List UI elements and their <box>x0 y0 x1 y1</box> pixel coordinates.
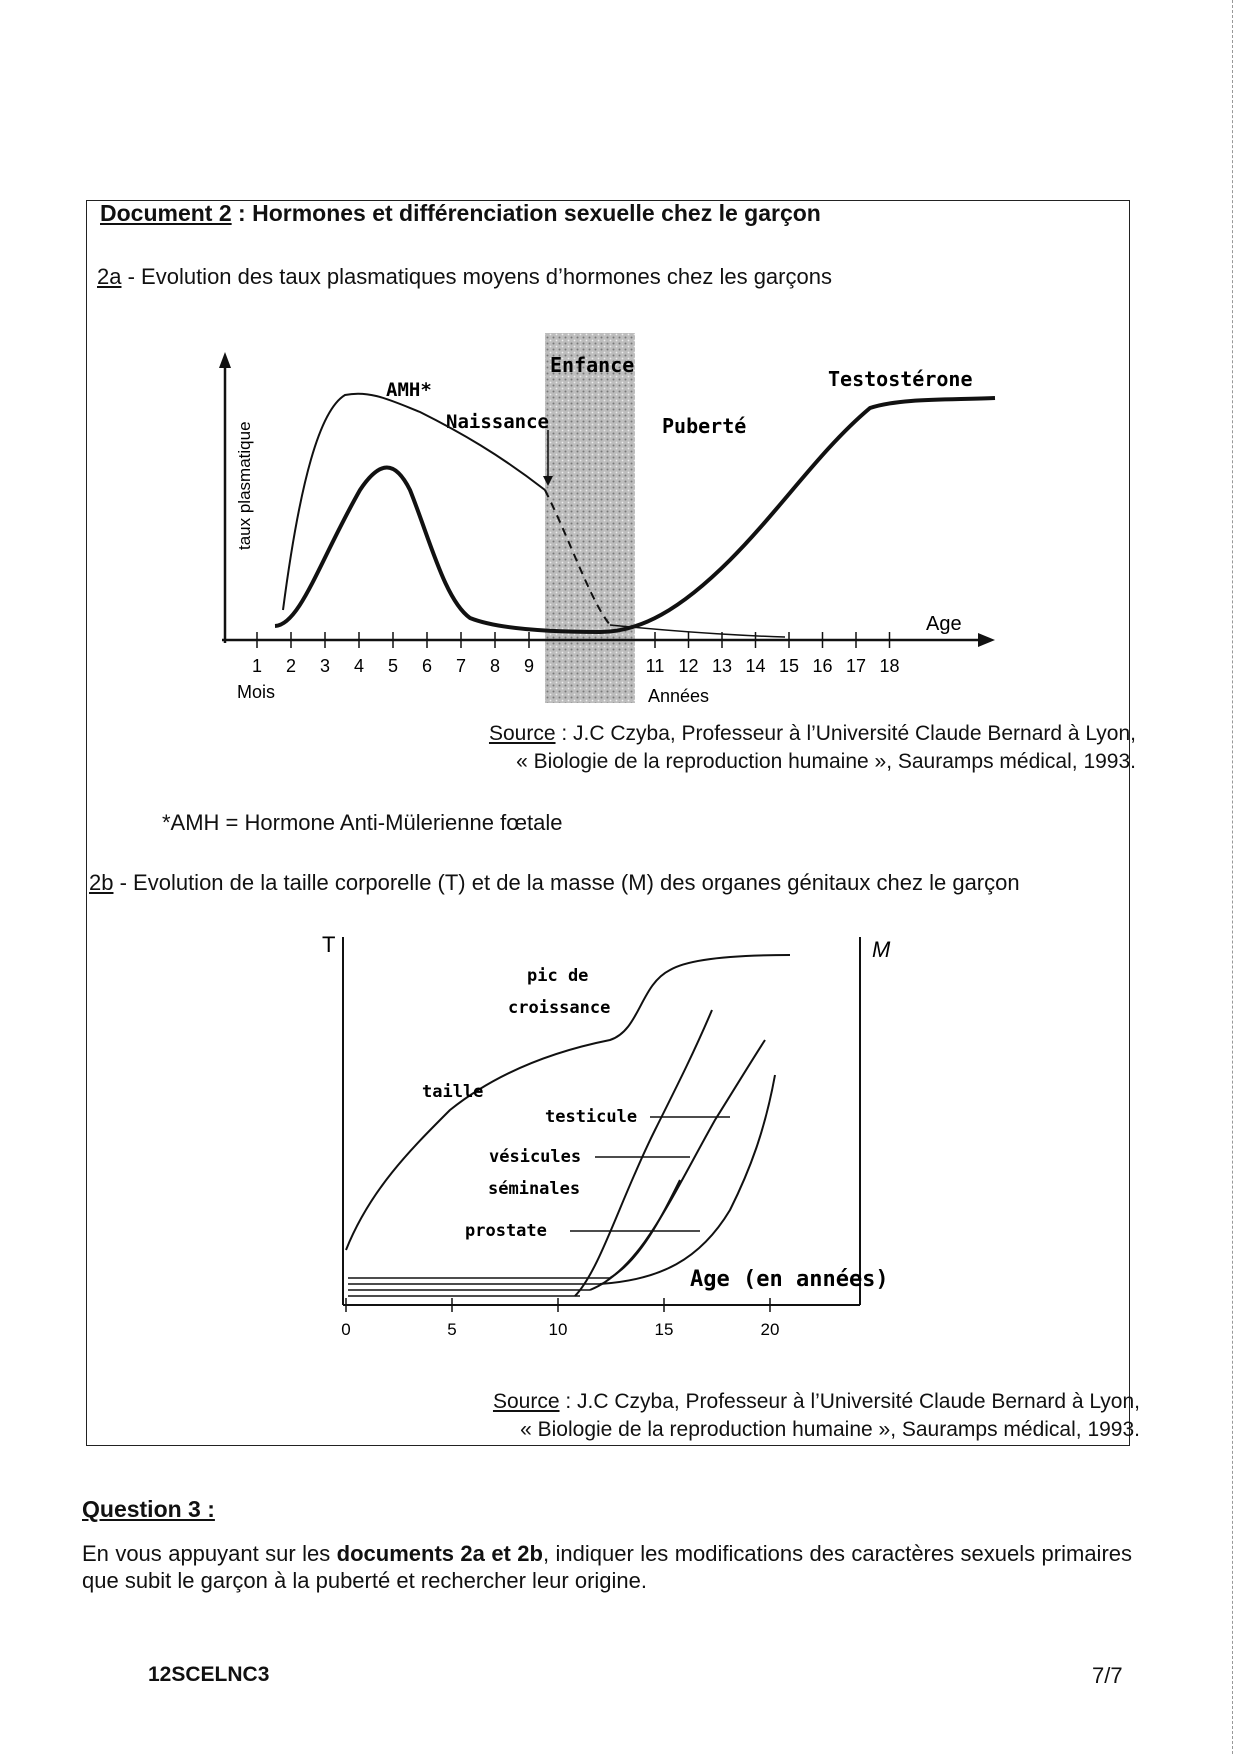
x-tick-label: 9 <box>523 656 535 676</box>
question-text-bold: documents 2a et 2b <box>336 1541 543 1566</box>
x-tick-label: 5 <box>387 656 399 676</box>
part-b-source-line2: « Biologie de la reproduction humaine », Sauramps médical, 1993. <box>520 1418 1140 1441</box>
x-tick-label: 20 <box>760 1320 780 1339</box>
x-unit-years: Années <box>648 686 710 706</box>
document-label: Document 2 <box>100 200 232 226</box>
x-tick-label: 7 <box>455 656 467 676</box>
part-a-source-text: : J.C Czyba, Professeur à l’Université Claude Bernard à Lyon, <box>555 722 1136 745</box>
x-tick-label: 3 <box>319 656 331 676</box>
x-axis-arrow <box>978 633 995 647</box>
x-tick-label: 5 <box>447 1320 457 1339</box>
x-axis-label: Age <box>926 613 962 635</box>
x-tick-label: 15 <box>778 656 800 676</box>
part-a-label: 2a <box>97 264 122 289</box>
part-a-heading <box>97 264 832 290</box>
puberte-label: Puberté <box>662 414 747 438</box>
x-unit-months: Mois <box>237 682 276 702</box>
question-text <box>82 1540 1132 1594</box>
question-text-part1: En vous appuyant sur les <box>82 1541 337 1566</box>
amh-label: AMH* <box>386 379 432 401</box>
testicule-label: testicule <box>545 1107 638 1127</box>
pic-label-line2: croissance <box>508 998 611 1018</box>
x-tick-label: 14 <box>745 656 766 676</box>
x-tick-label: 16 <box>812 656 833 676</box>
x-tick-label: 8 <box>489 656 501 676</box>
x-tick-label: 6 <box>421 656 433 676</box>
x-tick-label: 2 <box>285 656 297 676</box>
extra-curve <box>610 1180 680 1278</box>
pic-label-line1: pic de <box>527 966 589 986</box>
x-tick-label: 13 <box>711 656 733 676</box>
part-a-source-label: Source <box>488 722 556 745</box>
part-a-source-line2: « Biologie de la reproduction humaine », Sauramps médical, 1993. <box>516 750 1136 773</box>
chart-2a <box>205 325 1005 710</box>
naissance-label: Naissance <box>446 411 549 433</box>
taille-label: taille <box>422 1082 484 1102</box>
part-b-label: 2b <box>89 870 114 895</box>
vesicules-curve <box>590 1040 765 1290</box>
testosterone-label: Testostérone <box>828 367 973 391</box>
y-right-label: M <box>872 937 891 962</box>
question-text-part2: , indiquer les modifications des caractères sexuels primaires que subit le garçon à la puberté et rechercher leur origine. <box>82 1541 1133 1593</box>
document-title <box>100 200 821 227</box>
y-axis-label: taux plasmatique <box>235 421 254 550</box>
part-a-source-line1 <box>280 722 1136 746</box>
exam-code: 12SCELNC3 <box>148 1663 270 1686</box>
question-title: Question 3 : <box>82 1496 215 1522</box>
x-tick-label: 11 <box>645 656 665 676</box>
part-b-title: - Evolution de la taille corporelle (T) et de la masse (M) des organes génitaux chez le garçon <box>113 870 1020 895</box>
x-tick-label: 10 <box>548 1320 568 1339</box>
prostate-label: prostate <box>465 1221 547 1241</box>
vesicules-label-line2: séminales <box>488 1179 581 1199</box>
page-edge-rule <box>1232 0 1233 1754</box>
x-tick-label: 12 <box>678 656 699 676</box>
x-tick-label: 17 <box>845 656 867 676</box>
part-b-heading <box>89 870 1020 896</box>
enfance-label: Enfance <box>550 353 635 377</box>
part-b-source-label: Source <box>492 1390 560 1413</box>
x-tick-label: 15 <box>654 1320 674 1339</box>
page-number: 7/7 <box>1092 1663 1123 1688</box>
part-b-source-line1 <box>280 1390 1140 1414</box>
document-title-text: : Hormones et différenciation sexuelle chez le garçon <box>231 200 821 226</box>
x-tick-label: 1 <box>251 656 263 676</box>
x-tick-label: 18 <box>879 656 900 676</box>
y-axis-arrow <box>219 352 231 368</box>
vesicules-label-line1: vésicules <box>489 1147 582 1167</box>
x-tick-labels <box>341 1320 779 1339</box>
part-a-title: - Evolution des taux plasmatiques moyens d’hormones chez les garçons <box>121 264 832 289</box>
x-tick-label: 0 <box>341 1320 351 1339</box>
part-b-source-text: : J.C Czyba, Professeur à l’Université Claude Bernard à Lyon, <box>559 1390 1140 1413</box>
chart-2b <box>310 930 900 1340</box>
x-tick-label: 4 <box>353 656 365 676</box>
y-left-label: T <box>322 932 336 957</box>
x-axis-label: Age (en années) <box>690 1267 889 1292</box>
amh-footnote: *AMH = Hormone Anti-Mülerienne fœtale <box>162 810 563 835</box>
